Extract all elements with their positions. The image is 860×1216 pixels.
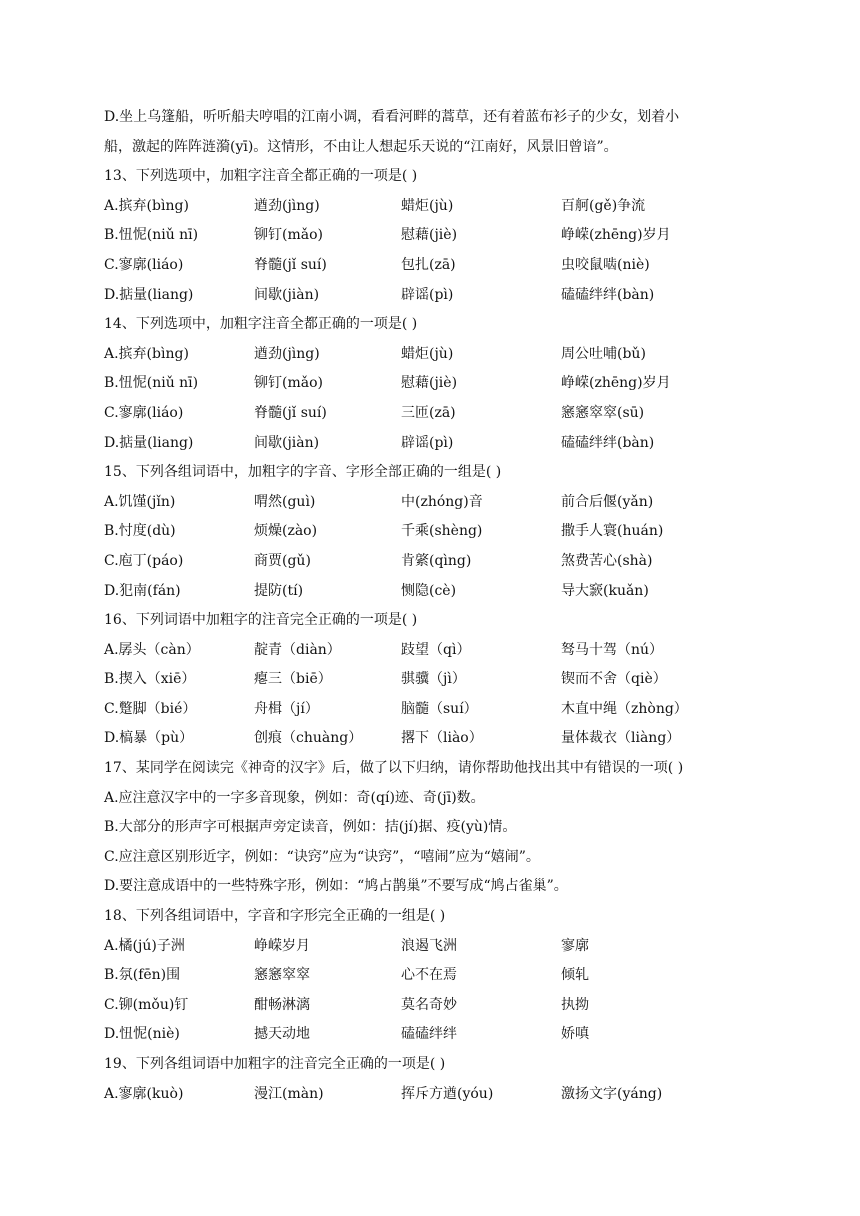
option-cell: 骐骥（jì） [401, 671, 466, 688]
option-cell: 中(zhóng)音 [401, 493, 483, 510]
option-cell: C.庖丁(páo) [104, 552, 184, 569]
question-19-stem: 19、下列各组词语中加粗字的注音完全正确的一项是( ) [104, 1056, 446, 1072]
option-cell: 辟谣(pì) [401, 434, 454, 451]
option-cell: 浪遏飞洲 [401, 937, 457, 954]
question-15-option-d [104, 577, 764, 607]
option-cell: C.寥廓(liáo) [104, 256, 184, 273]
question-16-option-b [104, 665, 764, 695]
option-cell: B.忸怩(niǔ nī) [104, 227, 199, 244]
question-17-stem: 17、某同学在阅读完《神奇的汉字》后，做了以下归纳，请你帮助他找出其中有错误的一项( ) [104, 760, 684, 777]
option-cell: 舟楫（jí） [254, 700, 319, 717]
option-cell: D.掂量(liang) [104, 286, 194, 303]
option-cell: 峥嵘岁月 [254, 937, 310, 954]
option-cell: 撂下（liào） [401, 730, 483, 747]
option-cell: 间歇(jiàn) [254, 286, 320, 303]
option-cell: 遒劲(jìng) [254, 345, 320, 362]
option-cell: 驽马十驾（nú） [561, 641, 664, 658]
option-cell: 磕磕绊绊 [401, 1026, 457, 1043]
question-16-option-d [104, 724, 764, 754]
option-cell: 窸窸窣窣(sū) [561, 404, 645, 421]
option-cell: 心不在焉 [401, 967, 457, 984]
question-16-option-c [104, 695, 764, 725]
option-cell: 铆钉(mǎo) [254, 227, 323, 244]
document-content [104, 103, 764, 1109]
option-cell: 包扎(zā) [401, 256, 456, 273]
question-14-stem: 14、下列选项中，加粗字注音全都正确的一项是( ) [104, 316, 418, 333]
option-cell: B.揳入（xiē） [104, 671, 196, 688]
option-cell: 量体裁衣（liàng） [561, 730, 681, 747]
option-cell: C.铆(mǒu)钉 [104, 996, 189, 1013]
question-17-option-a: A.应注意汉字中的一字多音现象，例如：奇(qí)迹、奇(jī)数。 [104, 789, 485, 806]
option-cell: 磕磕绊绊(bàn) [561, 434, 655, 451]
question-14-option-a [104, 340, 764, 370]
option-cell: 锲而不舍（qiè） [561, 671, 667, 688]
option-cell: 靛青（diàn） [254, 641, 341, 658]
option-cell: 三匝(zā) [401, 404, 456, 421]
option-cell: 蜡炬(jù) [401, 345, 454, 362]
option-cell: C.寥廓(liáo) [104, 404, 184, 421]
option-cell: 磕磕绊绊(bàn) [561, 286, 655, 303]
option-cell: 辟谣(pì) [401, 286, 454, 303]
question-13-option-a [104, 192, 764, 222]
question-18-option-a [104, 932, 764, 962]
option-cell: C.蹩脚（bié） [104, 700, 197, 717]
option-cell: A.摈弃(bìng) [104, 197, 189, 214]
option-cell: 莫名奇妙 [401, 996, 457, 1013]
option-cell: 铆钉(mǎo) [254, 375, 323, 392]
option-cell: 肯綮(qìng) [401, 552, 472, 569]
option-cell: 脊髓(jǐ suí) [254, 256, 327, 273]
question-15-option-a [104, 488, 764, 518]
question-15-option-b [104, 517, 764, 547]
option-cell: 导大窾(kuǎn) [561, 582, 649, 599]
option-cell: 木直中绳（zhòng） [561, 700, 688, 717]
question-17-option-c: C.应注意区别形近字，例如：“诀窍”应为“诀窍”，“嘻闹”应为“嬉闹”。 [104, 848, 540, 865]
option-cell: D.犯南(fán) [104, 582, 181, 599]
option-cell: D.槁暴（pù） [104, 730, 194, 747]
option-cell: 激扬文字(yáng) [561, 1085, 663, 1102]
question-18-option-b [104, 961, 764, 991]
option-cell: A.橘(jú)子洲 [104, 937, 185, 954]
option-cell: B.忸怩(niǔ nī) [104, 375, 199, 392]
option-cell: 间歇(jiàn) [254, 434, 320, 451]
option-cell: 虫咬鼠啮(niè) [561, 256, 650, 273]
option-cell: 撒手人寰(huán) [561, 523, 664, 540]
question-17-option-d: D.要注意成语中的一些特殊字形，例如：“鸠占鹊巢”不要写成“鸠占雀巢”。 [104, 878, 568, 895]
option-cell: 窸窸窣窣 [254, 967, 310, 984]
option-cell: 周公吐哺(bǔ) [561, 345, 646, 362]
question-16-stem: 16、下列词语中加粗字的注音完全正确的一项是( ) [104, 612, 418, 629]
option-cell: A.饥馑(jǐn) [104, 493, 176, 510]
intro-line-2: 船，激起的阵阵涟漪(yī)。这情形，不由让人想起乐天说的“江南好，风景旧曾谙”。 [104, 138, 618, 155]
option-cell: 寥廓 [561, 937, 589, 954]
option-cell: 慰藉(jiè) [401, 227, 458, 244]
option-cell: 倾轧 [561, 967, 589, 984]
option-cell: 蜡炬(jù) [401, 197, 454, 214]
question-14-option-d [104, 429, 764, 459]
option-cell: A.寥廓(kuò) [104, 1085, 184, 1102]
question-14-option-b [104, 369, 764, 399]
option-cell: 撼天动地 [254, 1026, 310, 1043]
option-cell: 峥嵘(zhēng)岁月 [561, 375, 671, 392]
question-13-option-b [104, 221, 764, 251]
option-cell: A.摈弃(bìng) [104, 345, 189, 362]
option-cell: 遒劲(jìng) [254, 197, 320, 214]
option-cell: 百舸(gě)争流 [561, 197, 646, 214]
option-cell: 执拗 [561, 996, 589, 1013]
question-19-option-a [104, 1080, 764, 1110]
option-cell: B.氛(fēn)围 [104, 967, 181, 984]
option-cell: 脑髓（suí） [401, 700, 478, 717]
option-cell: 烦燥(zào) [254, 523, 318, 540]
option-cell: 恻隐(cè) [401, 582, 457, 599]
option-cell: 瘪三（biē） [254, 671, 332, 688]
question-15-stem: 15、下列各组词语中，加粗字的字音、字形全部正确的一组是( ) [104, 464, 502, 481]
option-cell: 跂望（qì） [401, 641, 471, 658]
question-16-option-a [104, 636, 764, 666]
option-cell: 慰藉(jiè) [401, 375, 458, 392]
option-cell: 商贾(gǔ) [254, 552, 311, 569]
question-17-option-b: B.大部分的形声字可根据声旁定读音，例如：拮(jí)据、疫(yù)情。 [104, 819, 517, 836]
question-14-option-c [104, 399, 764, 429]
option-cell: 酣畅淋漓 [254, 996, 310, 1013]
option-cell: 喟然(guì) [254, 493, 316, 510]
question-18-stem: 18、下列各组词语中，字音和字形完全正确的一组是( ) [104, 908, 446, 925]
option-cell: 千乘(shèng) [401, 523, 483, 540]
question-13-option-d [104, 281, 764, 311]
option-cell: 煞费苦心(shà) [561, 552, 653, 569]
option-cell: 脊髓(jǐ suí) [254, 404, 327, 421]
intro-line-1: D.坐上乌篷船，听听船夫哼唱的江南小调，看看河畔的蒿草，还有着蓝布衫子的少女，划着小 [104, 109, 680, 125]
option-cell: 创痕（chuàng） [254, 730, 363, 747]
option-cell: 前合后偃(yǎn) [561, 493, 654, 510]
option-cell: 漫江(màn) [254, 1085, 324, 1102]
question-13-option-c [104, 251, 764, 281]
question-13-stem: 13、下列选项中，加粗字注音全都正确的一项是( ) [104, 168, 418, 185]
option-cell: 提防(tí) [254, 582, 304, 599]
option-cell: A.孱头（càn） [104, 641, 200, 658]
question-18-option-d [104, 1020, 764, 1050]
question-18-option-c [104, 991, 764, 1021]
option-cell: B.忖度(dù) [104, 523, 176, 540]
option-cell: 娇嗔 [561, 1026, 589, 1043]
option-cell: D.掂量(liang) [104, 434, 194, 451]
question-15-option-c [104, 547, 764, 577]
option-cell: 峥嵘(zhēng)岁月 [561, 227, 671, 244]
option-cell: 挥斥方遒(yóu) [401, 1085, 494, 1102]
option-cell: D.忸怩(niè) [104, 1026, 180, 1043]
